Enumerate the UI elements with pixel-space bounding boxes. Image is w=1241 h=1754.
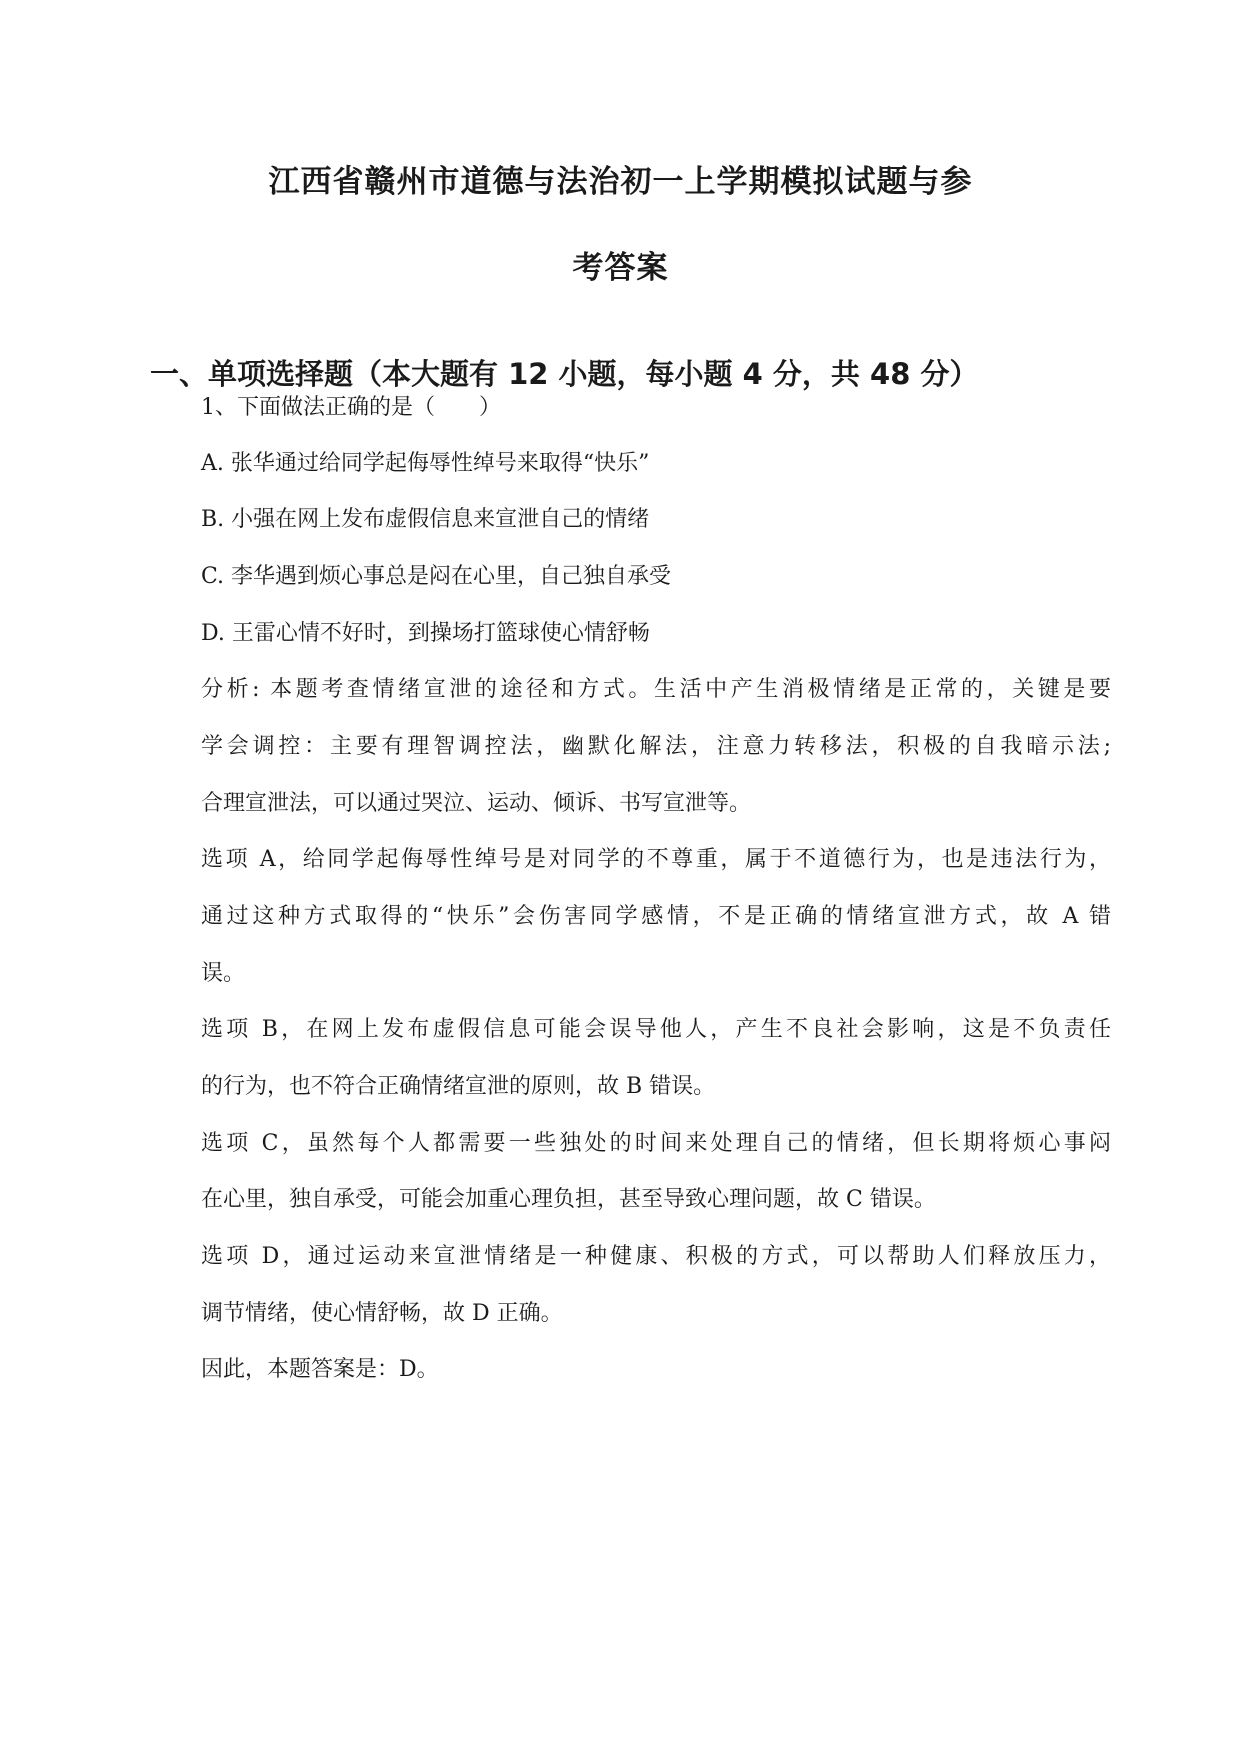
option-a: A. 张华通过给同学起侮辱性绰号来取得“快乐” (201, 451, 650, 476)
analysis-line: 选项 C，虽然每个人都需要一些独处的时间来处理自己的情绪，但长期将烦心事闷 (201, 1131, 1111, 1156)
section-heading: 一、单项选择题（本大题有 12 小题，每小题 4 分，共 48 分） (150, 357, 979, 391)
analysis-line: 选项 B，在网上发布虚假信息可能会误导他人，产生不良社会影响，这是不负责任 (201, 1017, 1111, 1042)
analysis-line: 调节情绪，使心情舒畅，故 D 正确。 (201, 1301, 563, 1326)
option-b: B. 小强在网上发布虚假信息来宣泄自己的情绪 (201, 507, 650, 532)
option-d: D. 王雷心情不好时，到操场打篮球使心情舒畅 (201, 621, 650, 646)
option-c: C. 李华遇到烦心事总是闷在心里，自己独自承受 (201, 564, 672, 589)
analysis-line: 选项 A，给同学起侮辱性绰号是对同学的不尊重，属于不道德行为，也是违法行为， (201, 847, 1111, 872)
document-title-line-2: 考答案 (572, 250, 669, 286)
analysis-line: 的行为，也不符合正确情绪宣泄的原则，故 B 错误。 (201, 1074, 716, 1099)
analysis-line: 通过这种方式取得的“快乐”会伤害同学感情，不是正确的情绪宣泄方式，故 A 错 (201, 904, 1111, 929)
analysis-line: 分析: 本题考查情绪宣泄的途径和方式。生活中产生消极情绪是正常的，关键是要 (201, 677, 1111, 702)
analysis-line: 合理宣泄法，可以通过哭泣、运动、倾诉、书写宣泄等。 (201, 791, 752, 816)
analysis-line: 在心里，独自承受，可能会加重心理负担，甚至导致心理问题，故 C 错误。 (201, 1187, 936, 1212)
question-stem: 1、下面做法正确的是（ ） (201, 395, 501, 420)
analysis-line: 选项 D，通过运动来宣泄情绪是一种健康、积极的方式，可以帮助人们释放压力， (201, 1244, 1111, 1269)
answer-line: 因此，本题答案是：D。 (201, 1357, 439, 1382)
analysis-line: 学会调控：主要有理智调控法，幽默化解法，注意力转移法，积极的自我暗示法; (201, 734, 1111, 759)
document-title-line-1: 江西省赣州市道德与法治初一上学期模拟试题与参 (268, 164, 973, 200)
analysis-line: 误。 (201, 961, 246, 986)
